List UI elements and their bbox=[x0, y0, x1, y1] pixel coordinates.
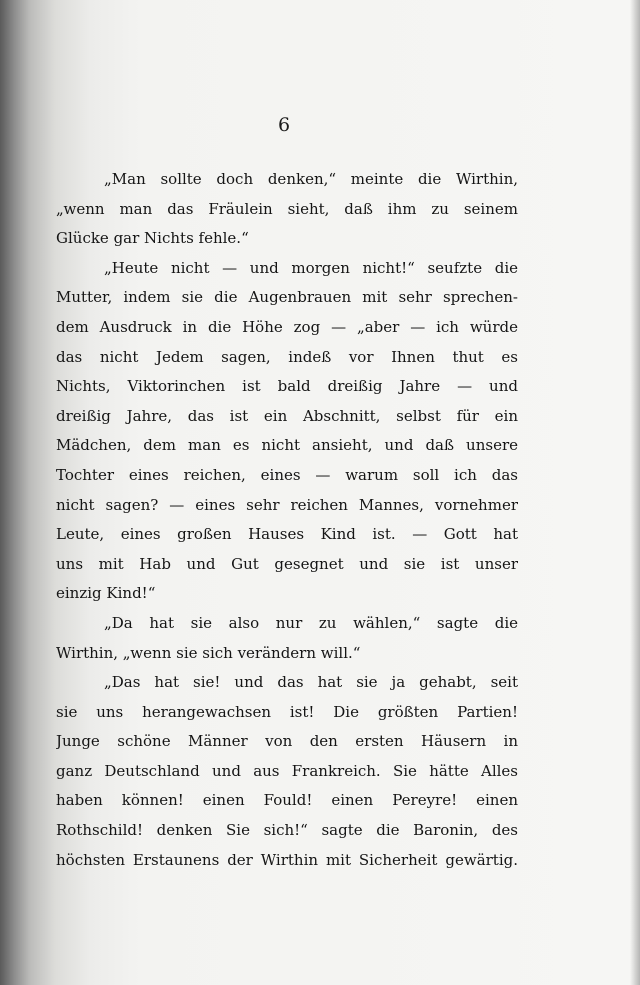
text-line: höchsten Erstaunens der Wirthin mit Sicherheit gewärtig. bbox=[56, 850, 518, 869]
text-line: „Man sollte doch denken,“ meinte die Wirthin, bbox=[104, 170, 518, 188]
text-line: uns mit Hab und Gut gesegnet und sie ist unser bbox=[56, 554, 518, 573]
text-line: dreißig Jahre, das ist ein Abschnitt, selbst für ein bbox=[56, 406, 518, 425]
text-line: ganz Deutschland und aus Frankreich. Sie hätte Alles bbox=[56, 761, 518, 780]
text-line: Mutter, indem sie die Augenbrauen mit sehr sprechen- bbox=[56, 288, 518, 307]
text-line: haben können! einen Fould! einen Pereyre! einen bbox=[56, 791, 518, 810]
text-line: Nichts, Viktorinchen ist bald dreißig Jahre — und bbox=[56, 377, 518, 396]
text-line: Mädchen, dem man es nicht ansieht, und daß unsere bbox=[56, 436, 518, 455]
text-line: „Das hat sie! und das hat sie ja gehabt, seit bbox=[104, 673, 518, 692]
text-line: „Heute nicht — und morgen nicht!“ seufzte die bbox=[104, 258, 518, 277]
text-line: das nicht Jedem sagen, indeß vor Ihnen thut es bbox=[56, 347, 518, 366]
text-line: Rothschild! denken Sie sich!“ sagte die Baronin, des bbox=[56, 821, 518, 840]
text-line: Leute, eines großen Hauses Kind ist. — Gott hat bbox=[56, 525, 518, 544]
text-line: dem Ausdruck in die Höhe zog — „aber — ich würde bbox=[56, 317, 518, 336]
text-line: Tochter eines reichen, eines — warum soll ich das bbox=[56, 465, 518, 484]
text-line: nicht sagen? — eines sehr reichen Mannes, vornehmer bbox=[56, 495, 518, 514]
text-line: „Da hat sie also nur zu wählen,“ sagte die bbox=[104, 613, 518, 632]
text-line: Wirthin, „wenn sie sich verändern will.“ bbox=[56, 643, 361, 662]
text-line: einzig Kind!“ bbox=[56, 584, 156, 603]
page-number: 6 bbox=[277, 114, 291, 136]
text-line: Glücke gar Nichts fehle.“ bbox=[56, 229, 249, 248]
body-text bbox=[56, 165, 518, 875]
text-line: „wenn man das Fräulein sieht, daß ihm zu seinem bbox=[56, 199, 518, 218]
text-line: Junge schöne Männer von den ersten Häusern in bbox=[56, 732, 518, 751]
text-line: sie uns herangewachsen ist! Die größten Partien! bbox=[56, 702, 518, 721]
